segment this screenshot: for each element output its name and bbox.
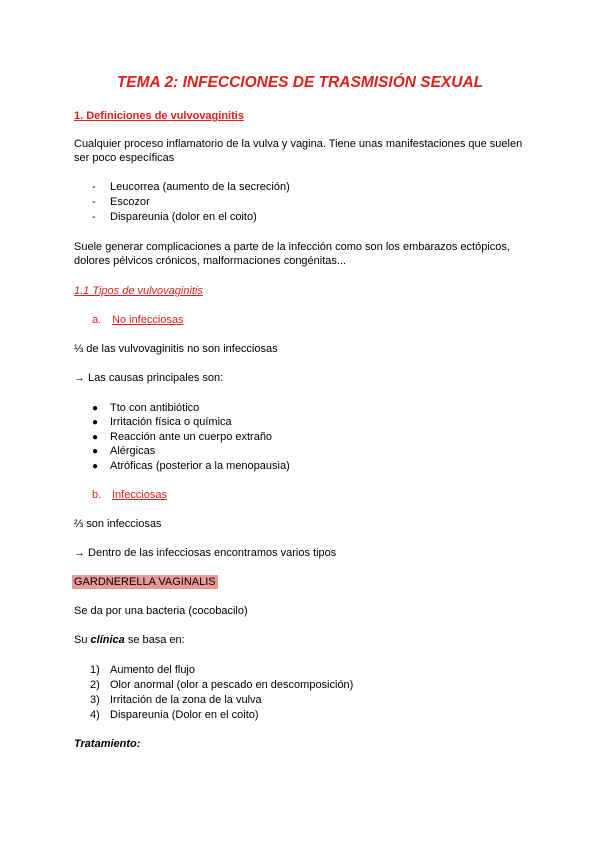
infectious-fraction: ⅔ son infecciosas (74, 518, 162, 530)
gardnerella-description: Se da por una bacteria (cocobacilo) (74, 605, 248, 617)
bullet-marker: ● (92, 432, 99, 443)
dash-marker: - (92, 181, 96, 193)
section-heading-definitions: 1. Definiciones de vulvovaginitis (74, 110, 244, 122)
list-item: ● Atróficas (posterior a la menopausia) (92, 460, 290, 472)
list-item: ● Tto con antibiótico (92, 402, 200, 414)
list-item: ● Irritación física o química (92, 416, 232, 428)
subheading-non-infectious: a. No infecciosas (92, 314, 184, 326)
subheading-infectious: b. Infecciosas (92, 489, 168, 501)
dash-marker: - (92, 196, 96, 208)
list-item: ● Alérgicas (92, 445, 156, 457)
list-item: 2) Olor anormal (olor a pescado en descomposición) (90, 679, 354, 691)
infectious-types-intro: → Dentro de las infecciosas encontramos varios tipos (74, 547, 337, 559)
dash-marker: - (92, 211, 96, 223)
complications-line1: Suele generar complicaciones a parte de la infección como son los embarazos ectópicos, (74, 241, 510, 253)
complications-line2: dolores pélvicos crónicos, malformaciones congénitas... (74, 255, 347, 267)
treatment-heading: Tratamiento: (74, 738, 141, 750)
page-title: TEMA 2: INFECCIONES DE TRASMISIÓN SEXUAL (116, 74, 484, 91)
intro-paragraph-line2: ser poco específicas (74, 152, 175, 164)
list-item: - Escozor (92, 196, 150, 208)
list-item: - Dispareunia (dolor en el coito) (92, 211, 257, 223)
bullet-marker: ● (92, 461, 99, 472)
list-item: - Leucorrea (aumento de la secreción) (92, 181, 290, 193)
intro-paragraph-line1: Cualquier proceso inflamatorio de la vulva y vagina. Tiene unas manifestaciones que suelen (74, 138, 523, 150)
bullet-marker: ● (92, 403, 99, 414)
clinica-intro: Su clínica se basa en: (74, 634, 185, 646)
non-infectious-fraction: ⅓ de las vulvovaginitis no son infecciosas (74, 343, 278, 355)
list-item: 1) Aumento del flujo (90, 664, 195, 676)
subsection-heading-types: 1.1 Tipos de vulvovaginitis (74, 285, 203, 297)
list-item: ● Reacción ante un cuerpo extraño (92, 431, 273, 443)
list-item: 4) Dispareunia (Dolor en el coito) (90, 709, 259, 721)
main-causes-intro: → Las causas principales son: (74, 372, 224, 384)
list-item: 3) Irritación de la zona de la vulva (90, 694, 262, 706)
gardnerella-heading: GARDNERELLA VAGINALIS (74, 576, 216, 588)
bullet-marker: ● (92, 446, 99, 457)
bullet-marker: ● (92, 417, 99, 428)
